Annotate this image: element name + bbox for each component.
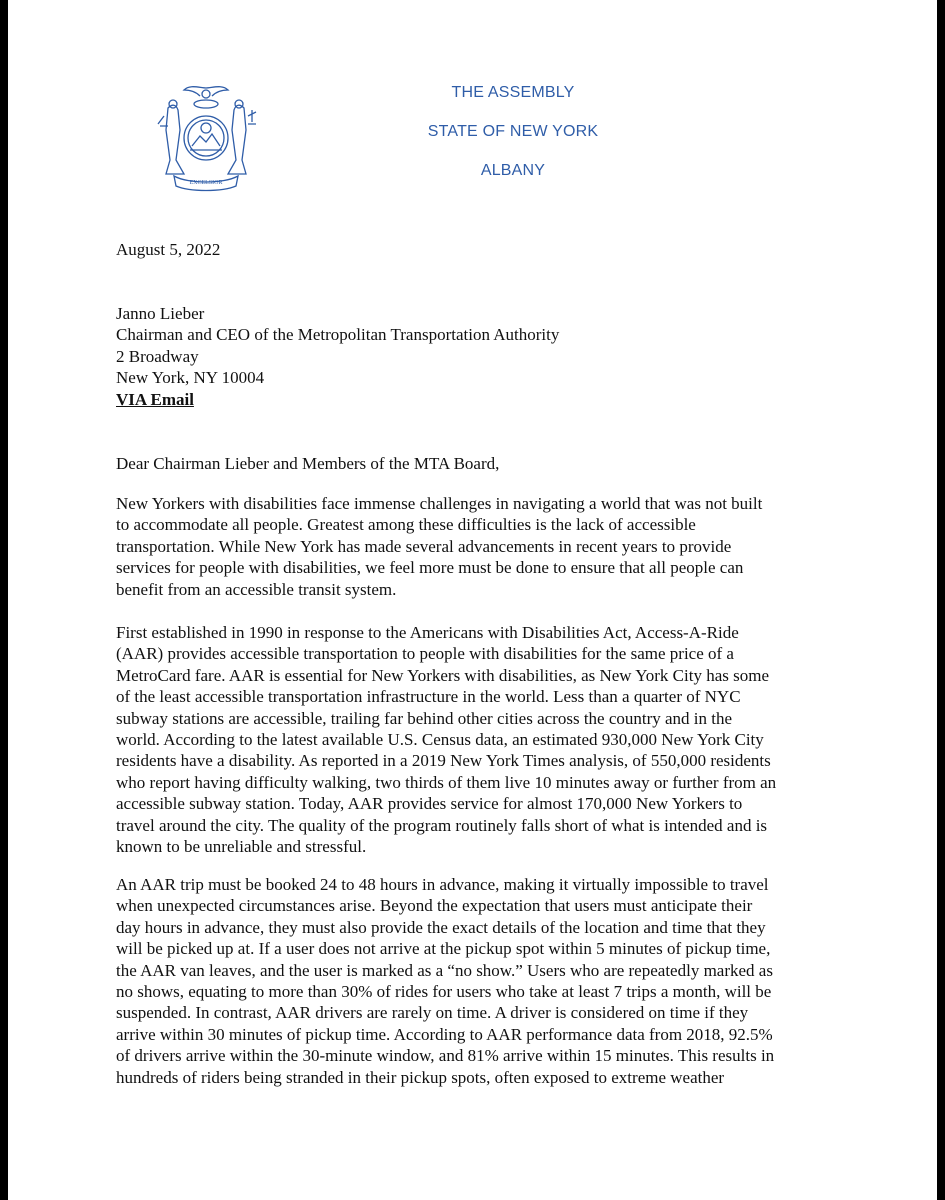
letterhead-line-1: THE ASSEMBLY (451, 84, 575, 101)
paragraph-line: travel around the city. The quality of the program routinely falls short of what is intended and is (116, 815, 768, 835)
paragraph-line: of the least accessible transportation infrastructure in the world. Less than a quarter of NYC (116, 687, 741, 707)
paragraph-line: residents have a disability. As reported in a 2019 New York Times analysis, of 550,000 residents (116, 751, 771, 771)
recipient-name: Janno Lieber (116, 304, 205, 323)
paragraph-line: transportation. While New York has made several advancements in recent years to provide (116, 536, 732, 556)
paragraph-line: no shows, equating to more than 30% of rides for users who take at least 7 trips a month, will be (116, 982, 772, 1002)
paragraph-line: arrive within 30 minutes of pickup time. According to AAR performance data from 2018, 92.5% (116, 1024, 773, 1044)
letterhead-line-3: ALBANY (480, 162, 546, 179)
recipient-title: Chairman and CEO of the Metropolitan Transportation Authority (116, 325, 560, 345)
paragraph-line: world. According to the latest available U.S. Census data, an estimated 930,000 New York City (116, 730, 764, 750)
paragraph-line: MetroCard fare. AAR is essential for New Yorkers with disabilities, as New York City has some (116, 665, 770, 685)
paragraph-line: suspended. In contrast, AAR drivers are rarely on time. A driver is considered on time if they (116, 1003, 749, 1023)
letterhead-line-2: STATE OF NEW YORK (427, 123, 599, 140)
body-paragraph-2 (116, 622, 896, 857)
paragraph-line: benefit from an accessible transit system. (116, 579, 397, 599)
recipient-address (116, 303, 896, 389)
paragraph-line: First established in 1990 in response to the Americans with Disabilities Act, Access-A-Ride (116, 623, 739, 642)
paragraph-line: subway stations are accessible, trailing far behind other cities across the country and in the (116, 708, 733, 728)
recipient-street: 2 Broadway (116, 346, 199, 366)
state-seal-icon (148, 80, 264, 192)
paragraph-line: An AAR trip must be booked 24 to 48 hours in advance, making it virtually impossible to travel (116, 875, 769, 894)
paragraph-line: to accommodate all people. Greatest among these difficulties is the lack of accessible (116, 515, 696, 535)
body-paragraph-1 (116, 493, 896, 600)
paragraph-line: of drivers arrive within the 30-minute window, and 81% arrive within 15 minutes. This results in (116, 1046, 775, 1066)
letter-page (8, 0, 937, 1200)
body-paragraph-3 (116, 874, 896, 1088)
paragraph-line: (AAR) provides accessible transportation to people with disabilities for the same price of a (116, 644, 734, 664)
paragraph-line: New Yorkers with disabilities face immense challenges in navigating a world that was not built (116, 494, 763, 513)
recipient-city: New York, NY 10004 (116, 368, 265, 388)
paragraph-line: day hours in advance, they must also provide the exact details of the location and time that they (116, 917, 766, 937)
salutation: Dear Chairman Lieber and Members of the MTA Board, (116, 454, 500, 473)
paragraph-line: who report having difficulty walking, two thirds of them live 10 minutes away or further from an (116, 772, 777, 792)
seal-motto: EXCELSIOR (189, 180, 223, 186)
paragraph-line: accessible subway station. Today, AAR provides service for almost 170,000 New Yorkers to (116, 794, 743, 814)
paragraph-line: the AAR van leaves, and the user is marked as a “no show.” Users who are repeatedly marked as (116, 960, 773, 980)
paragraph-line: when unexpected circumstances arise. Beyond the expectation that users must anticipate their (116, 896, 753, 916)
paragraph-line: hundreds of riders being stranded in their pickup spots, often exposed to extreme weather (116, 1067, 725, 1087)
paragraph-line: services for people with disabilities, we feel more must be done to ensure that all people can (116, 558, 744, 578)
letter-date: August 5, 2022 (116, 240, 221, 259)
paragraph-line: known to be unreliable and stressful. (116, 837, 367, 857)
paragraph-line: will be picked up at. If a user does not arrive at the pickup spot within 5 minutes of pickup time, (116, 939, 771, 959)
delivery-method: VIA Email (116, 390, 194, 409)
